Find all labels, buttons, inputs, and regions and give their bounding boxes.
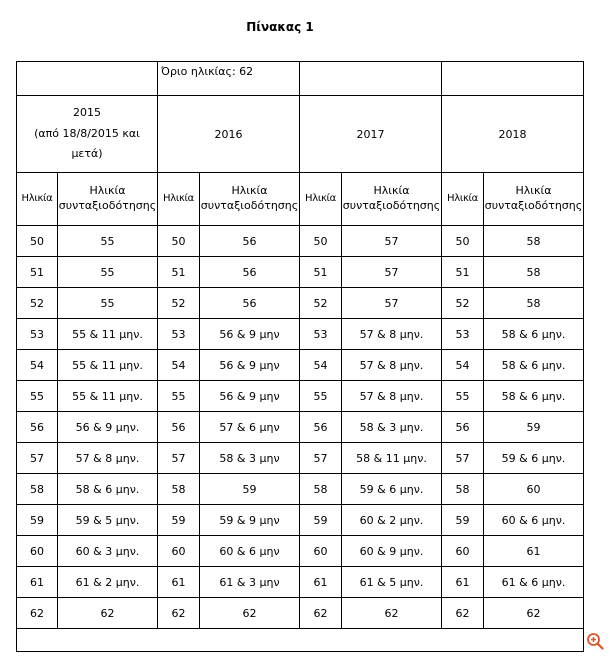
age-cell: 51 <box>17 257 58 288</box>
table-row <box>17 536 584 567</box>
year-header-2018: 2018 <box>442 96 584 173</box>
age-cell: 53 <box>158 319 200 350</box>
age-cell: 58 <box>442 474 484 505</box>
pension-age-cell: 58 & 11 μην. <box>342 443 442 474</box>
pension-age-cell: 62 <box>58 598 158 629</box>
pension-age-cell: 60 & 6 μην. <box>484 505 584 536</box>
age-cell: 60 <box>17 536 58 567</box>
age-cell: 62 <box>442 598 484 629</box>
age-cell: 59 <box>158 505 200 536</box>
table-row <box>17 257 584 288</box>
age-cell: 52 <box>442 288 484 319</box>
pension-age-cell: 58 & 6 μην. <box>58 474 158 505</box>
age-cell: 58 <box>158 474 200 505</box>
pension-age-cell: 60 & 3 μην. <box>58 536 158 567</box>
pension-age-cell: 58 & 6 μην. <box>484 350 584 381</box>
age-cell: 56 <box>17 412 58 443</box>
pension-age-cell: 56 <box>200 226 300 257</box>
age-cell: 61 <box>17 567 58 598</box>
year-header-2016: 2016 <box>158 96 300 173</box>
age-cell: 52 <box>158 288 200 319</box>
age-cell: 50 <box>300 226 342 257</box>
table-row <box>17 505 584 536</box>
age-cell: 54 <box>442 350 484 381</box>
age-cell: 60 <box>442 536 484 567</box>
age-header: Ηλικία <box>17 173 58 226</box>
pension-age-cell: 61 & 5 μην. <box>342 567 442 598</box>
pension-age-cell: 59 & 6 μην. <box>342 474 442 505</box>
table-row <box>17 319 584 350</box>
pension-age-cell: 58 <box>484 257 584 288</box>
age-cell: 56 <box>442 412 484 443</box>
age-cell: 61 <box>442 567 484 598</box>
pension-age-cell: 60 <box>484 474 584 505</box>
pension-age-cell: 55 & 11 μην. <box>58 350 158 381</box>
year-header-2015 <box>17 96 158 173</box>
age-cell: 52 <box>300 288 342 319</box>
pension-age-cell: 59 & 5 μην. <box>58 505 158 536</box>
age-cell: 55 <box>442 381 484 412</box>
pension-age-cell: 55 & 11 μην. <box>58 319 158 350</box>
age-cell: 55 <box>300 381 342 412</box>
age-cell: 50 <box>158 226 200 257</box>
pension-age-cell: 61 <box>484 536 584 567</box>
pension-age-cell: 56 <box>200 257 300 288</box>
age-cell: 54 <box>158 350 200 381</box>
footer-row <box>17 629 584 652</box>
pension-age-cell: 56 & 9 μην <box>200 381 300 412</box>
pension-age-cell: 56 & 9 μην. <box>58 412 158 443</box>
pension-age-cell: 57 & 6 μην <box>200 412 300 443</box>
age-cell: 57 <box>17 443 58 474</box>
table-row <box>17 443 584 474</box>
pension-age-cell: 58 <box>484 226 584 257</box>
table-row <box>17 350 584 381</box>
age-cell: 51 <box>442 257 484 288</box>
age-cell: 55 <box>17 381 58 412</box>
age-cell: 59 <box>442 505 484 536</box>
pension-age-cell: 59 & 6 μην. <box>484 443 584 474</box>
pension-age-cell: 60 & 6 μην <box>200 536 300 567</box>
pension-age-cell: 57 & 8 μην. <box>342 381 442 412</box>
years-header-row <box>17 96 584 173</box>
pension-age-cell: 56 <box>200 288 300 319</box>
table-row <box>17 598 584 629</box>
pension-age-cell: 58 & 6 μην. <box>484 319 584 350</box>
age-cell: 52 <box>17 288 58 319</box>
age-cell: 56 <box>300 412 342 443</box>
table-row <box>17 474 584 505</box>
pension-age-cell: 55 <box>58 226 158 257</box>
year-note: (από 18/8/2015 και μετά) <box>34 126 140 161</box>
pension-age-cell: 60 & 9 μην. <box>342 536 442 567</box>
table-row <box>17 226 584 257</box>
age-cell: 62 <box>17 598 58 629</box>
pension-age-cell: 62 <box>484 598 584 629</box>
column-header-row <box>17 173 584 226</box>
zoom-in-icon[interactable] <box>586 632 604 650</box>
pension-age-cell: 61 & 3 μην <box>200 567 300 598</box>
pension-age-cell: 60 & 2 μην. <box>342 505 442 536</box>
pension-age-cell: 57 & 8 μην. <box>342 350 442 381</box>
age-cell: 50 <box>442 226 484 257</box>
year-header-2017: 2017 <box>300 96 442 173</box>
pension-age-header: Ηλικία συνταξιοδότησης <box>200 173 300 226</box>
age-cell: 54 <box>300 350 342 381</box>
age-cell: 51 <box>300 257 342 288</box>
age-cell: 57 <box>300 443 342 474</box>
age-cell: 61 <box>158 567 200 598</box>
pension-age-header: Ηλικία συνταξιοδότησης <box>342 173 442 226</box>
empty-cell <box>17 62 158 96</box>
table-row <box>17 381 584 412</box>
empty-cell <box>300 62 442 96</box>
age-cell: 57 <box>442 443 484 474</box>
pension-age-cell: 59 & 9 μην <box>200 505 300 536</box>
pension-age-cell: 62 <box>200 598 300 629</box>
pension-age-cell: 55 & 11 μην. <box>58 381 158 412</box>
age-cell: 50 <box>17 226 58 257</box>
table-row <box>17 412 584 443</box>
pension-age-header: Ηλικία συνταξιοδότησης <box>58 173 158 226</box>
pension-age-cell: 61 & 2 μην. <box>58 567 158 598</box>
age-cell: 60 <box>300 536 342 567</box>
age-limit-row <box>17 62 584 96</box>
pension-age-cell: 55 <box>58 288 158 319</box>
pension-age-cell: 55 <box>58 257 158 288</box>
age-cell: 61 <box>300 567 342 598</box>
age-cell: 55 <box>158 381 200 412</box>
age-cell: 51 <box>158 257 200 288</box>
age-header: Ηλικία <box>158 173 200 226</box>
age-cell: 62 <box>300 598 342 629</box>
pension-age-cell: 57 <box>342 257 442 288</box>
pension-age-cell: 57 & 8 μην. <box>342 319 442 350</box>
table-row <box>17 567 584 598</box>
pension-age-cell: 56 & 9 μην <box>200 350 300 381</box>
pension-age-cell: 59 <box>484 412 584 443</box>
empty-cell <box>17 629 584 652</box>
age-cell: 53 <box>300 319 342 350</box>
age-cell: 58 <box>300 474 342 505</box>
pension-age-header: Ηλικία συνταξιοδότησης <box>484 173 584 226</box>
age-cell: 54 <box>17 350 58 381</box>
pension-age-cell: 58 & 6 μην. <box>484 381 584 412</box>
pension-age-cell: 58 & 3 μην. <box>342 412 442 443</box>
page-title: Πίνακας 1 <box>246 20 314 34</box>
age-cell: 58 <box>17 474 58 505</box>
pension-age-cell: 61 & 6 μην. <box>484 567 584 598</box>
age-cell: 62 <box>158 598 200 629</box>
age-limit-label: Όριο ηλικίας: 62 <box>158 62 300 96</box>
age-cell: 59 <box>300 505 342 536</box>
pension-age-cell: 58 <box>484 288 584 319</box>
age-cell: 56 <box>158 412 200 443</box>
pension-age-cell: 58 & 3 μην <box>200 443 300 474</box>
year-label: 2015 <box>73 105 101 119</box>
pension-age-cell: 57 <box>342 226 442 257</box>
pension-age-cell: 62 <box>342 598 442 629</box>
empty-cell <box>442 62 584 96</box>
pension-age-cell: 56 & 9 μην <box>200 319 300 350</box>
age-cell: 53 <box>17 319 58 350</box>
pension-age-table <box>16 61 584 652</box>
age-cell: 53 <box>442 319 484 350</box>
pension-age-cell: 57 <box>342 288 442 319</box>
table-row <box>17 288 584 319</box>
pension-age-cell: 59 <box>200 474 300 505</box>
pension-age-cell: 57 & 8 μην. <box>58 443 158 474</box>
age-header: Ηλικία <box>300 173 342 226</box>
age-cell: 57 <box>158 443 200 474</box>
age-cell: 60 <box>158 536 200 567</box>
age-cell: 59 <box>17 505 58 536</box>
age-header: Ηλικία <box>442 173 484 226</box>
